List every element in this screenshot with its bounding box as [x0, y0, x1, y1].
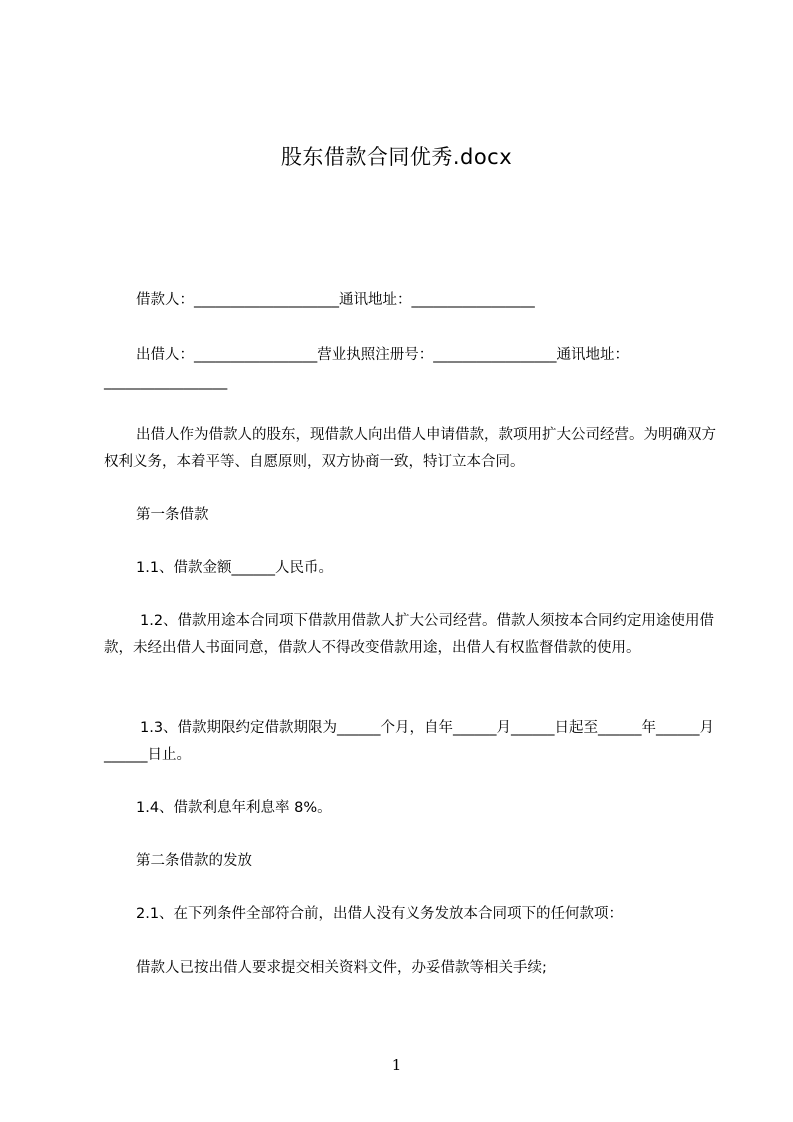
clause-2-1: 2.1、在下列条件全部符合前，出借人没有义务发放本合同项下的任何款项： [136, 906, 624, 922]
article-2-heading: 第二条借款的发放 [136, 853, 252, 869]
document-title: 股东借款合同优秀.docx [280, 145, 513, 169]
condition-paragraph: 借款人已按出借人要求提交相关资料文件，办妥借款等相关手续; [136, 960, 547, 976]
clause-1-4: 1.4、借款利息年利息率 8%。 [136, 800, 332, 816]
intro-paragraph: 出借人作为借款人的股东，现借款人向出借人申请借款，款项用扩大公司经营。为明确双方权利义务，本着平等、自愿原则，双方协商一致，特订立本合同。 [104, 427, 716, 470]
borrower-line: 借款人：____________________通讯地址：_________________ [136, 292, 535, 308]
page-number: 1 [391, 1056, 402, 1074]
clause-1-2: 1.2、借款用途本合同项下借款用借款人扩大公司经营。借款人须按本合同约定用途使用借款，未经出借人书面同意，借款人不得改变借款用途，出借人有权监督借款的使用。 [104, 613, 715, 656]
clause-1-1: 1.1、借款金额______人民币。 [136, 560, 334, 576]
article-1-heading: 第一条借款 [136, 507, 209, 523]
lender-line: 出借人：_________________营业执照注册号：_________________通讯地址：_________________ [104, 347, 629, 390]
clause-1-3: 1.3、借款期限约定借款期限为______个月，自年______月______日起至______年______月______日止。 [104, 720, 715, 763]
